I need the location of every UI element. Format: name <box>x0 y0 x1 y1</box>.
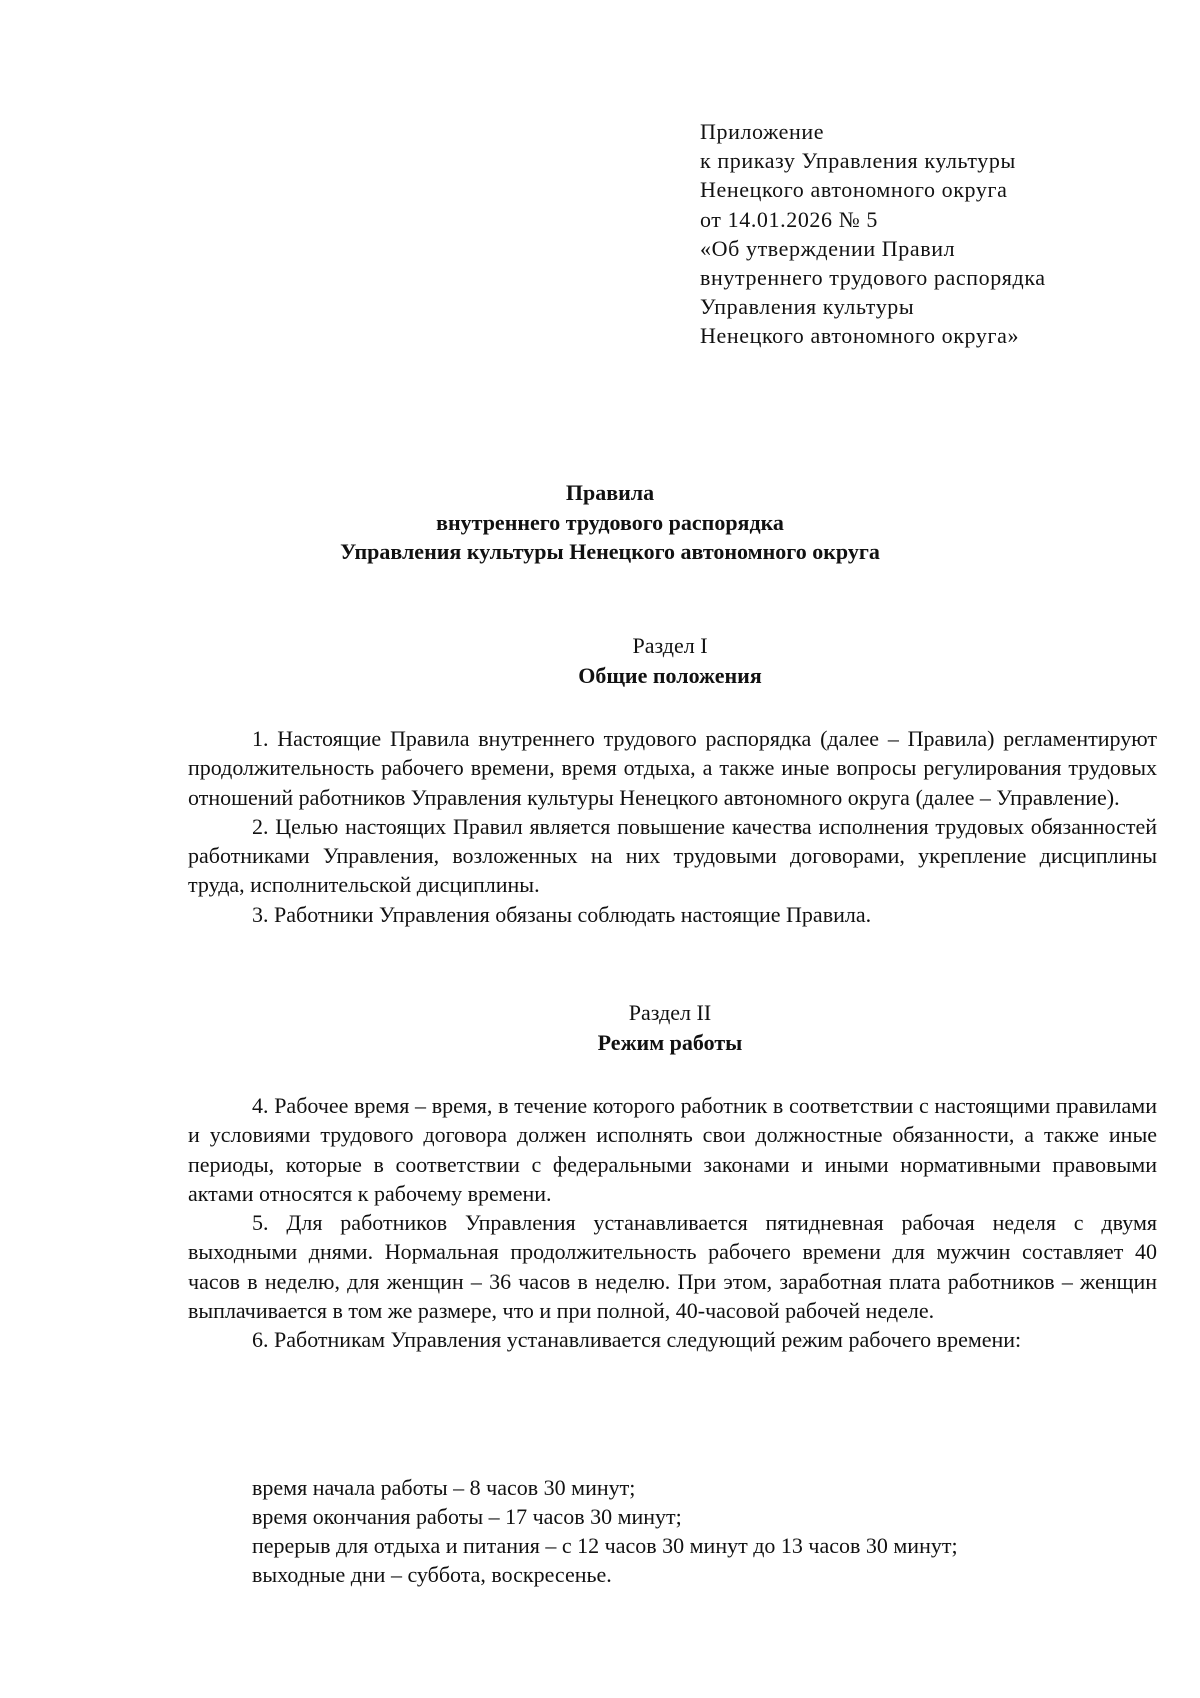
section-1-number: Раздел I <box>632 633 708 658</box>
scan-mark <box>580 1660 600 1661</box>
section-1-heading: Общие положения <box>578 663 762 688</box>
appendix-line: Ненецкого автономного округа» <box>700 323 1020 349</box>
appendix-header <box>700 117 1120 351</box>
schedule-break: перерыв для отдыха и питания – с 12 часов 30 минут до 13 часов 30 минут; <box>252 1533 958 1558</box>
section-2-number: Раздел II <box>628 1000 712 1025</box>
section-2-body <box>188 1091 1157 1355</box>
document-title <box>180 478 1040 567</box>
section-2-heading: Режим работы <box>597 1030 743 1055</box>
appendix-line: Управления культуры <box>700 294 915 320</box>
schedule-start: время начала работы – 8 часов 30 минут; <box>252 1475 636 1500</box>
appendix-line: «Об утверждении Правил <box>700 235 956 261</box>
paragraph-4: 4. Рабочее время – время, в течение которого работник в соответствии с настоящими правилами и условиями трудового договора должен исполнять свои должностные обязанности, а также иные периоды, которые в соответствии с федеральными законами и иными нормативными правовыми актами относятся к рабочему времени. <box>188 1093 1157 1206</box>
paragraph-1: 1. Настоящие Правила внутреннего трудового распорядка (далее – Правила) регламентируют продолжительность рабочего времени, время отдыха, а также иные вопросы регулирования трудовых отношений работников Управления культуры Ненецкого автономного округа (далее – Управление). <box>188 726 1157 810</box>
paragraph-6: 6. Работникам Управления устанавливается следующий режим рабочего времени: <box>252 1327 1022 1353</box>
paragraph-5: 5. Для работников Управления устанавливается пятидневная рабочая неделя с двумя выходными днями. Нормальная продолжительность рабочего времени для мужчин составляет 40 часов в неделю, для женщин – 36 часов в неделю. При этом, заработная плата работников – женщин выплачивается в том же размере, что и при полной, 40-часовой рабочей неделе. <box>188 1210 1157 1324</box>
paragraph-2: 2. Целью настоящих Правил является повышение качества исполнения трудовых обязанностей работниками Управления, возложенных на них трудовыми договорами, укрепление дисциплины труда, исполнительской дисциплины. <box>188 813 1157 898</box>
schedule-days-off: выходные дни – суббота, воскресенье. <box>252 1562 612 1587</box>
section-1-body <box>188 724 1157 929</box>
appendix-line: Ненецкого автономного округа <box>700 177 1008 203</box>
appendix-line: к приказу Управления культуры <box>700 148 1016 174</box>
appendix-line: от 14.01.2026 № 5 <box>700 206 879 232</box>
appendix-line: Приложение <box>700 119 825 144</box>
appendix-line: внутреннего трудового распорядка <box>700 265 1046 291</box>
title-line: Управления культуры Ненецкого автономного округа <box>340 539 880 564</box>
paragraph-3: 3. Работники Управления обязаны соблюдать настоящие Правила. <box>252 901 872 927</box>
title-line: внутреннего трудового распорядка <box>436 509 784 535</box>
title-line: Правила <box>565 480 655 505</box>
schedule-end: время окончания работы – 17 часов 30 минут; <box>252 1504 682 1529</box>
